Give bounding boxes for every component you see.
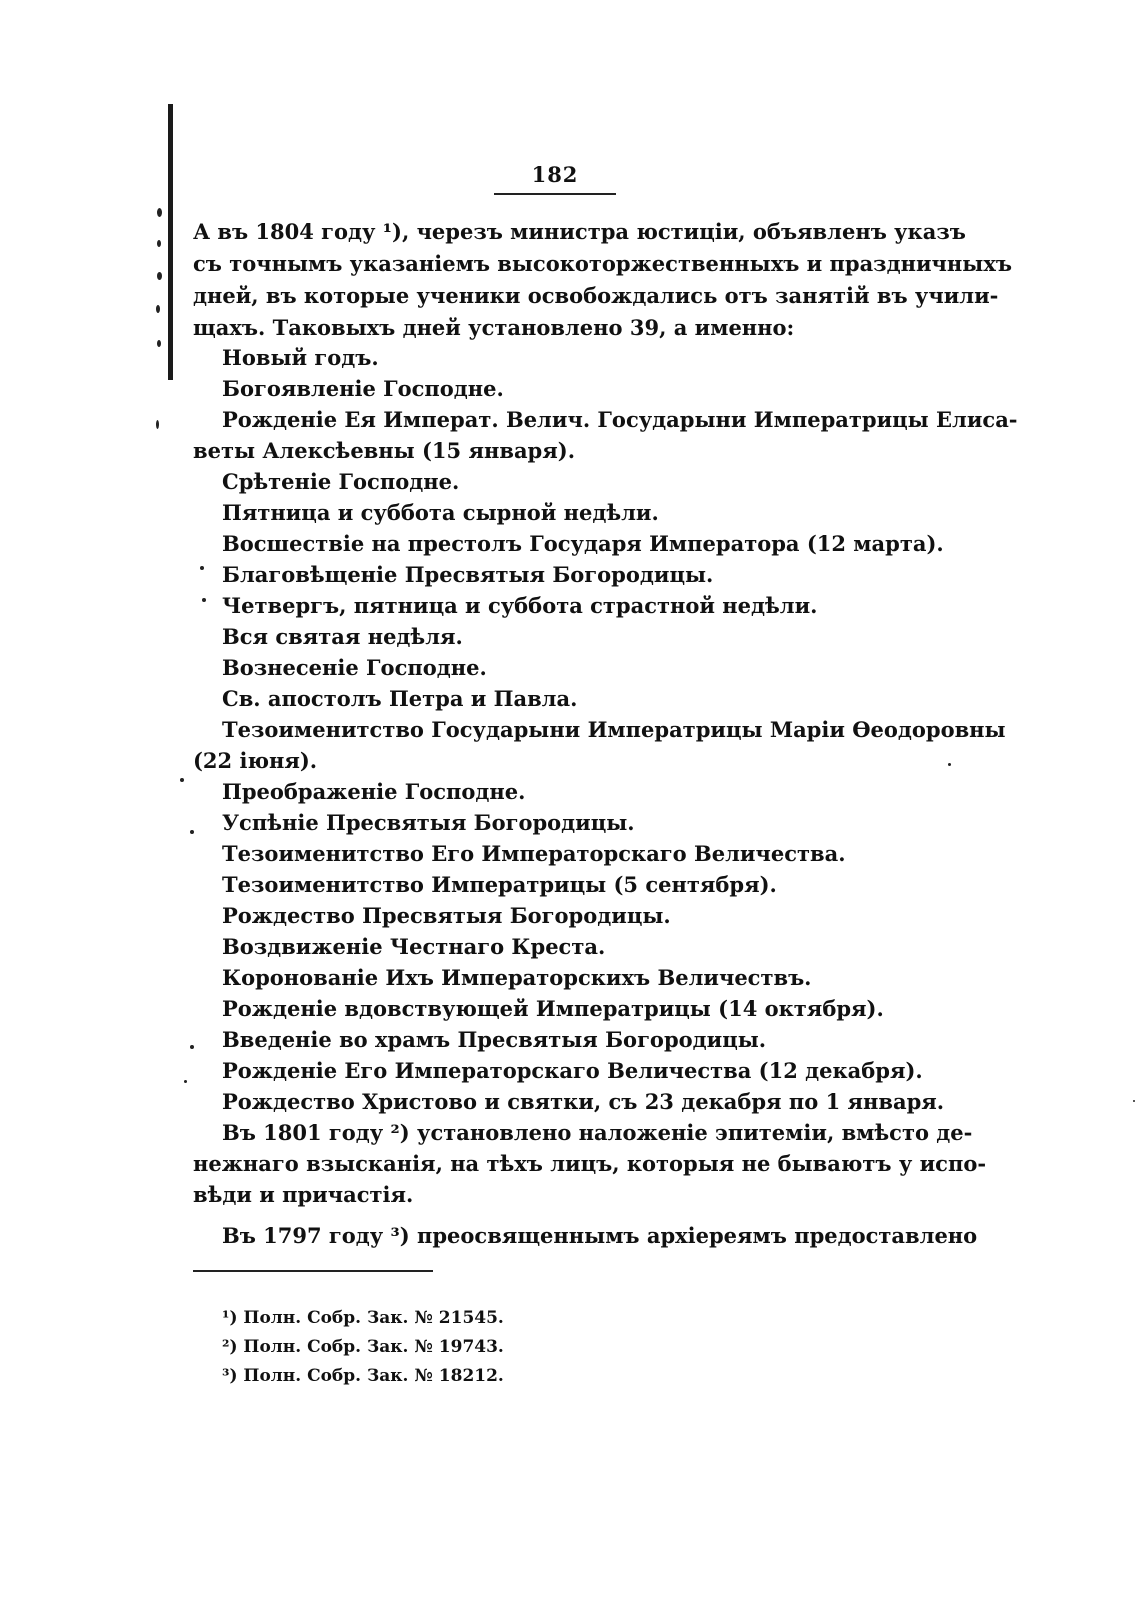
holiday-item: Преображеніе Господне.	[222, 779, 526, 804]
holiday-item: Четвергъ, пятница и суббота страстной недѣли.	[222, 593, 818, 618]
scan-speck	[200, 566, 204, 570]
paragraph-line: Въ 1797 году ³) преосвященнымъ архіереямъ предоставлено	[222, 1223, 978, 1248]
holiday-item: Рожденіе Ея Императ. Велич. Государыни Императрицы Елиса-	[222, 407, 1018, 432]
holiday-item: Срѣтеніе Господне.	[222, 469, 460, 494]
holiday-item: (22 іюня).	[193, 748, 318, 773]
holiday-item: Воздвиженіе Честнаго Креста.	[222, 934, 606, 959]
paragraph-line: дней, въ которые ученики освобождались отъ занятій въ учили-	[193, 283, 999, 308]
holiday-item: Пятница и суббота сырной недѣли.	[222, 500, 659, 525]
scan-speck	[190, 1045, 194, 1049]
holiday-item: Тезоименитство Государыни Императрицы Маріи Ѳеодоровны	[222, 717, 1006, 742]
paragraph-line: щахъ. Таковыхъ дней установлено 39, а именно:	[193, 315, 795, 340]
scan-speck	[190, 830, 194, 834]
page-number: 182	[531, 162, 579, 187]
paragraph-line: Въ 1801 году ²) установлено наложеніе эпитеміи, вмѣсто де-	[222, 1120, 973, 1145]
holiday-item: Рождество Пресвятыя Богородицы.	[222, 903, 671, 928]
scan-speck	[948, 763, 951, 766]
header-rule	[494, 193, 616, 195]
footnote-rule	[193, 1270, 433, 1272]
holiday-item: Вся святая недѣля.	[222, 624, 463, 649]
scan-speck	[180, 778, 184, 782]
paragraph-line: вѣди и причастія.	[193, 1182, 414, 1207]
paragraph-line: А въ 1804 году ¹), черезъ министра юстиціи, объявленъ указъ	[193, 219, 966, 244]
holiday-item: Вознесеніе Господне.	[222, 655, 487, 680]
scan-speck	[157, 340, 161, 347]
holiday-item: Коронованіе Ихъ Императорскихъ Величествъ.	[222, 965, 812, 990]
holiday-item: Тезоименитство Его Императорскаго Величества.	[222, 841, 846, 866]
holiday-item: Благовѣщеніе Пресвятыя Богородицы.	[222, 562, 714, 587]
scan-speck	[157, 208, 162, 217]
scan-speck	[1133, 1100, 1135, 1102]
holiday-item: Богоявленіе Господне.	[222, 376, 504, 401]
scan-speck	[157, 272, 162, 280]
holiday-item: Тезоименитство Императрицы (5 сентября).	[222, 872, 777, 897]
holiday-item: Св. апостолъ Петра и Павла.	[222, 686, 578, 711]
footnote: ³) Полн. Собр. Зак. № 18212.	[222, 1366, 504, 1386]
holiday-item: Успѣніе Пресвятыя Богородицы.	[222, 810, 635, 835]
footnote: ¹) Полн. Собр. Зак. № 21545.	[222, 1308, 504, 1328]
scan-speck	[156, 420, 159, 429]
holiday-item: Рожденіе вдовствующей Императрицы (14 октября).	[222, 996, 884, 1021]
holiday-item: веты Алексѣевны (15 января).	[193, 438, 575, 463]
holiday-item: Рождество Христово и святки, съ 23 декабря по 1 января.	[222, 1089, 945, 1114]
holiday-item: Новый годъ.	[222, 345, 379, 370]
holiday-item: Восшествіе на престолъ Государя Императора (12 марта).	[222, 531, 944, 556]
paragraph-line: нежнаго взысканія, на тѣхъ лицъ, которыя не бываютъ у испо-	[193, 1151, 987, 1176]
scan-speck	[156, 305, 160, 313]
holiday-item: Рожденіе Его Императорскаго Величества (12 декабря).	[222, 1058, 923, 1083]
scan-margin-rule	[168, 104, 173, 380]
scan-speck	[202, 598, 206, 602]
scan-speck	[184, 1080, 187, 1083]
paragraph-line: съ точнымъ указаніемъ высокоторжественныхъ и праздничныхъ	[193, 251, 1012, 276]
footnote: ²) Полн. Собр. Зак. № 19743.	[222, 1337, 504, 1357]
scan-speck	[157, 240, 161, 247]
holiday-item: Введеніе во храмъ Пресвятыя Богородицы.	[222, 1027, 767, 1052]
